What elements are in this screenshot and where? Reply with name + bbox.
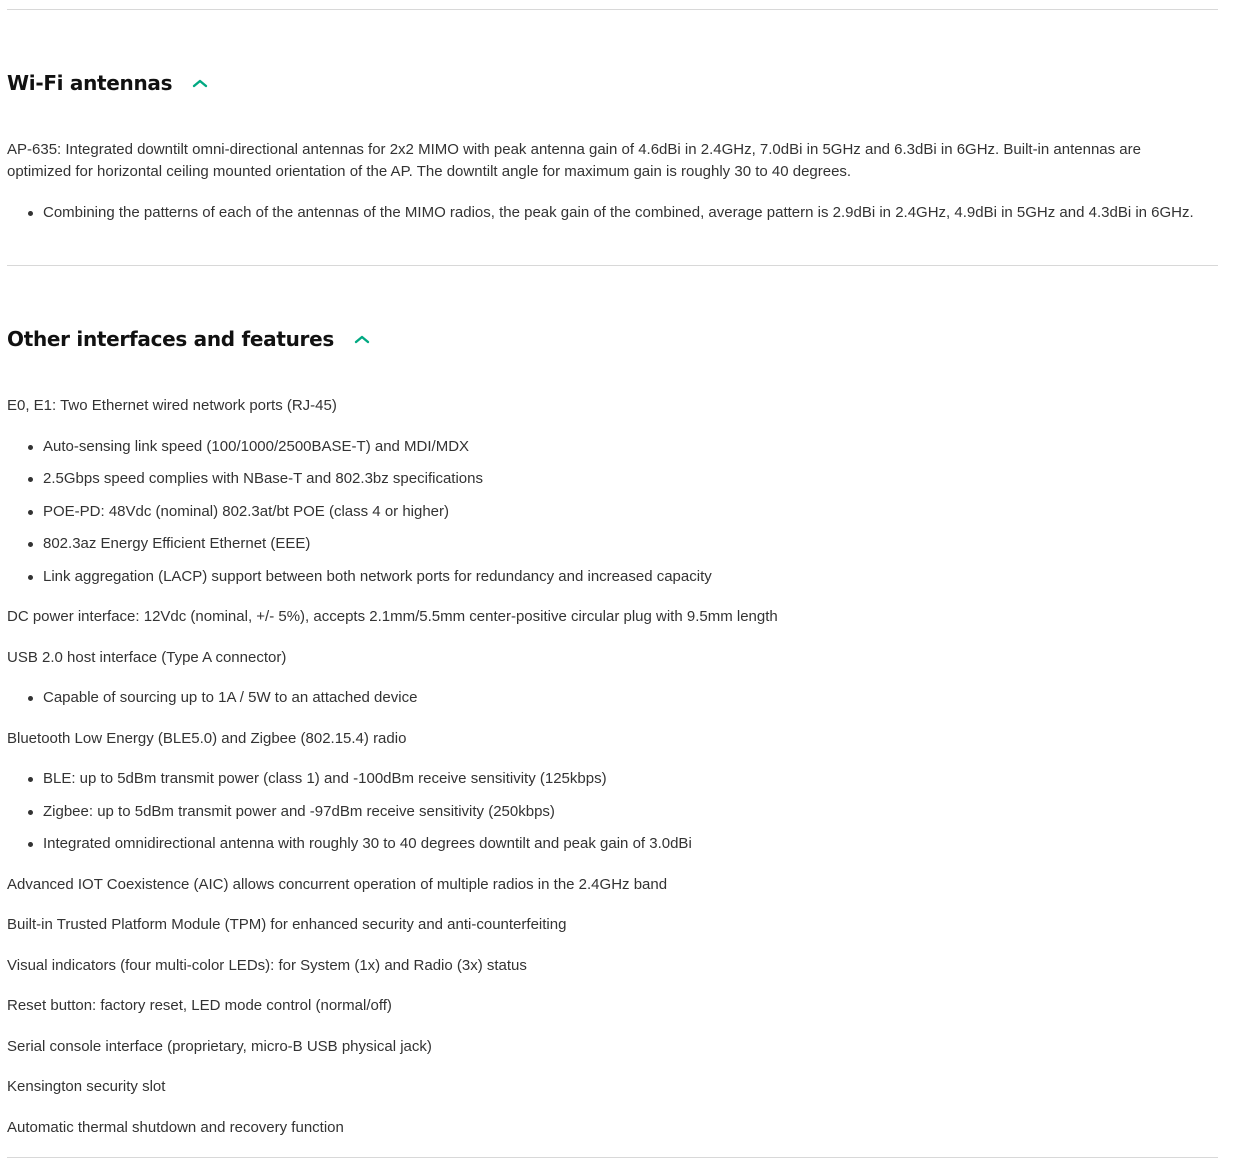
list-item: E0, E1: Two Ethernet wired network ports (RJ-45) xyxy=(7,397,337,414)
list-item: 802.3az Energy Efficient Ethernet (EEE) xyxy=(27,533,1207,555)
list-item: Visual indicators (four multi-color LEDs): for System (1x) and Radio (3x) status xyxy=(7,957,527,974)
list-item: Combining the patterns of each of the antennas of the MIMO radios, the peak gain of the combined, average pattern is 2.9dBi in 2.4GHz, 4.9dBi in 5GHz and 4.3dBi in 6GHz. xyxy=(27,202,1207,224)
list-item: Auto-sensing link speed (100/1000/2500BASE-T) and MDI/MDX xyxy=(27,436,1207,458)
other-interfaces-header[interactable] xyxy=(7,324,370,354)
section-divider xyxy=(7,265,1218,266)
list-item: DC power interface: 12Vdc (nominal, +/- 5%), accepts 2.1mm/5.5mm center-positive circular plug with 9.5mm length xyxy=(7,608,778,625)
list-item: Reset button: factory reset, LED mode control (normal/off) xyxy=(7,997,392,1014)
list-item: Link aggregation (LACP) support between both network ports for redundancy and increased capacity xyxy=(27,566,1207,588)
wifi-antennas-paragraph: AP-635: Integrated downtilt omni-directional antennas for 2x2 MIMO with peak antenna gain of 4.6dBi in 2.4GHz, 7.0dBi in 5GHz and 6.3dBi in 6GHz. Built-in antennas are optimized for horizontal ceiling mounted orientation of the AP. The downtilt angle for maximum gain is roughly 30 to 40 degrees. xyxy=(7,141,1141,180)
list-item: Zigbee: up to 5dBm transmit power and -97dBm receive sensitivity (250kbps) xyxy=(27,801,1207,823)
list-item: Serial console interface (proprietary, micro-B USB physical jack) xyxy=(7,1038,432,1055)
list-item: USB 2.0 host interface (Type A connector) xyxy=(7,649,287,666)
chevron-up-icon[interactable] xyxy=(192,77,208,89)
list-item: Kensington security slot xyxy=(7,1078,166,1095)
list-item: Capable of sourcing up to 1A / 5W to an attached device xyxy=(27,687,1207,709)
other-interfaces-title: Other interfaces and features xyxy=(7,327,334,351)
list-item: Bluetooth Low Energy (BLE5.0) and Zigbee (802.15.4) radio xyxy=(7,730,407,747)
list-item: Integrated omnidirectional antenna with roughly 30 to 40 degrees downtilt and peak gain of 3.0dBi xyxy=(27,833,1207,855)
wifi-antennas-header[interactable] xyxy=(7,68,208,98)
chevron-up-icon[interactable] xyxy=(354,333,370,345)
list-item: Built-in Trusted Platform Module (TPM) for enhanced security and anti-counterfeiting xyxy=(7,916,567,933)
list-item: POE-PD: 48Vdc (nominal) 802.3at/bt POE (class 4 or higher) xyxy=(27,501,1207,523)
wifi-antennas-title: Wi-Fi antennas xyxy=(7,71,173,95)
list-item: 2.5Gbps speed complies with NBase-T and 802.3bz specifications xyxy=(27,468,1207,490)
list-item: Automatic thermal shutdown and recovery function xyxy=(7,1119,344,1136)
list-item: BLE: up to 5dBm transmit power (class 1) and -100dBm receive sensitivity (125kbps) xyxy=(27,768,1207,790)
section-divider xyxy=(7,1157,1218,1158)
section-divider xyxy=(7,9,1218,10)
list-item: Advanced IOT Coexistence (AIC) allows concurrent operation of multiple radios in the 2.4GHz band xyxy=(7,876,668,893)
